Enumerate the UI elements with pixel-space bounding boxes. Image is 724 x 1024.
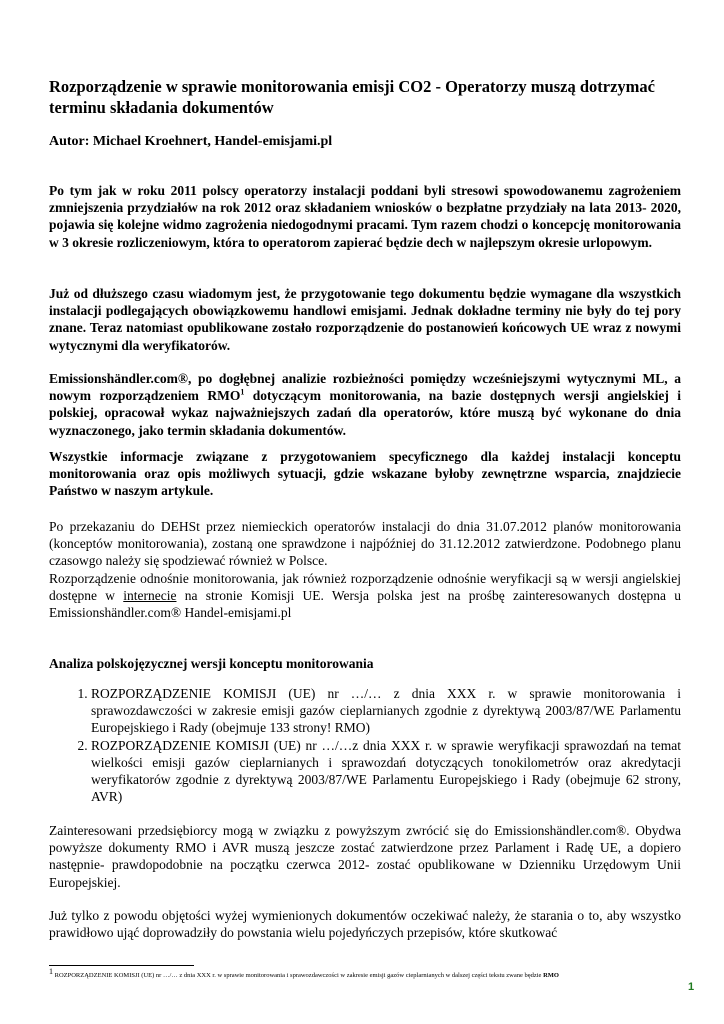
paragraph-5: Po przekazaniu do DEHSt przez niemieckich operatorów instalacji do dnia 31.07.2012 planów monitorowania (konceptów monitorowania), zostaną one sprawdzone i najpóźniej do 31.12.2012 zatwierdzone. Podobnego planu czasowgo należy się spodziewać również w Polsce. — [49, 519, 681, 569]
list-item: 2. ROZPORZĄDZENIE KOMISJI (UE) nr …/…z dnia XXX r. w sprawie weryfikacji sprawozdań na temat wielkości emisji gazów cieplarnianych i sprawozdań dotyczących tonokilometrów oraz akredytacji weryfikatorów zgodnie z dyrektywą 2003/87/WE Parlamentu Europejskiego i Rady (obejmuje 62 strony, AVR) — [91, 737, 681, 806]
paragraph-3-text: Emissionshändler.com®, po dogłębnej analizie rozbieżności pomiędzy wcześniejszymi wytycznymi ML, a nowym rozporządzeniem RMO — [49, 371, 681, 404]
footnote-divider — [49, 965, 194, 966]
regulation-list — [49, 685, 681, 805]
footnote-abbrev: RMO — [543, 972, 559, 979]
section-heading: Analiza polskojęzycznej wersji konceptu monitorowania — [49, 656, 374, 671]
page-number: 1 — [688, 981, 695, 993]
paragraph-8: Już tylko z powodu objętości wyżej wymienionych dokumentów oczekiwać należy, że starania o to, aby wszystko prawidłowo ująć doprowadziły do powstania wielu pojedyńczych przepisów, które skutkować — [49, 908, 681, 941]
paragraph-3-text-cont: dotyczącym monitorowania, na bazie dostępnych wersji angielskiej i polskiej, opracował wykaz najważniejszych zadań dla operatorów, które muszą być wykonane do dnia wyznaczonego, jako termin składania dokumentów. — [49, 388, 682, 438]
paragraph-6-text: Rozporządzenie odnośnie monitorowania, jak również rozporządzenie odnośnie weryfikacji są w wersji angielskiej dostępne w — [49, 571, 681, 604]
paragraph-7: Zainteresowani przedsiębiorcy mogą w związku z powyższym zwrócić się do Emissionshändler.com®. Obydwa powyższe dokumenty RMO i AVR muszą jeszcze zostać zatwierdzone przez Parlament i Radę UE, a dopiero następnie- prawdopodobnie na początku czerwca 2012- zostać opublikowane w Dzienniku Urzędowym Unii Europejskiej. — [49, 823, 681, 890]
paragraph-6-text-cont: na stronie Komisji UE. Wersja polska jest na prośbę zainteresowanych dostępna u Emissionshändler.com® Handel-emisjami.pl — [49, 588, 681, 621]
footnote — [49, 966, 689, 980]
paragraph-4: Wszystkie informacje związane z przygotowaniem specyficznego dla każdej instalacji konceptu monitorowania oraz opis możliwych sytuacji, gdzie wskazane byłoby zewnętrzne wsparcia, znajdziecie Państwo w naszym artykule. — [49, 449, 681, 499]
document-title: Rozporządzenie w sprawie monitorowania emisji CO2 - Operatorzy muszą dotrzymać terminu składania dokumentów — [49, 77, 655, 117]
paragraph-2: Już od dłuższego czasu wiadomym jest, że przygotowanie tego dokumentu będzie wymagane dla wszystkich instalacji podlegających obowiązkowemu handlowi emisjami. Jednak dokładne terminy nie były do tej pory znane. Teraz natomiast opublikowane zostało rozporządzenie do postanowień końcowych UE wraz z nowymi wytycznymi dla weryfikatorów. — [49, 286, 681, 353]
paragraph-6 — [49, 570, 681, 622]
author-line: Autor: Michael Kroehnert, Handel-emisjami.pl — [49, 134, 333, 149]
intro-paragraph: Po tym jak w roku 2011 polscy operatorzy instalacji poddani byli stresowi spowodowanemu zagrożeniem zmniejszenia przydziałów na rok 2012 oraz składaniem wniosków o bezpłatne przydziały na lata 2013- 2020, pojawia się kolejne widmo zagrożenia niedogodnymi pracami. Tym razem chodzi o koncepcję monitorowania w 3 okresie rozliczeniowym, która to operatorom zapierać będzie dech w najlepszym okresie urlopowym. — [49, 183, 681, 250]
footnote-text: ROZPORZĄDZENIE KOMISJI (UE) nr …/… z dnia XXX r. w sprawie monitorowania i sprawozdawczości w zakresie emisji gazów cieplarnianych w dalszej części tekstu zwane będzie — [53, 972, 544, 979]
footnote-ref[interactable]: 1 — [240, 387, 245, 397]
internet-link[interactable]: internecie — [123, 588, 177, 604]
footnote-number: 1 — [49, 966, 53, 976]
paragraph-3 — [49, 370, 681, 439]
list-item: 1. ROZPORZĄDZENIE KOMISJI (UE) nr …/… z dnia XXX r. w sprawie monitorowania i sprawozdawczości w zakresie emisji gazów cieplarnianych zgodnie z dyrektywą 2003/87/WE Parlamentu Europejskiego i Rady (obejmuje 133 strony! RMO) — [91, 685, 681, 737]
